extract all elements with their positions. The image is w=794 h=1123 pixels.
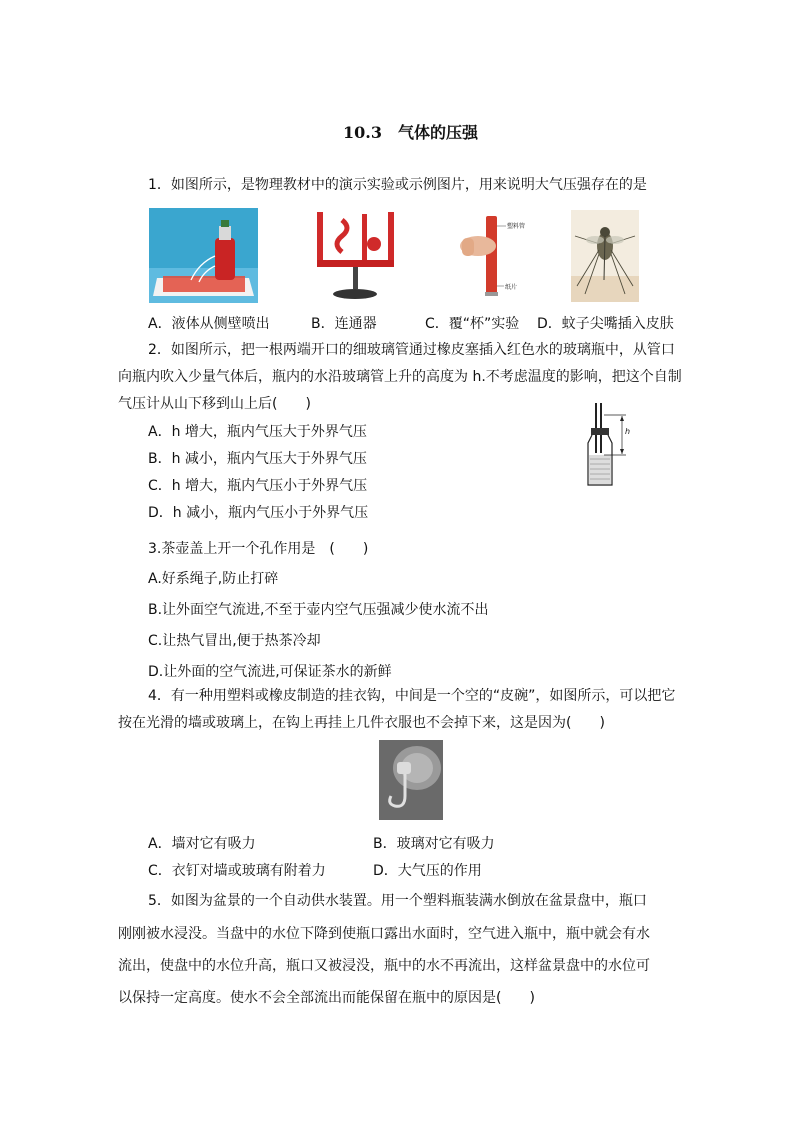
q4-option-d: D．大气压的作用 bbox=[373, 863, 482, 879]
q3-stem: 3.茶壶盖上开一个孔作用是 ( ) bbox=[148, 541, 369, 557]
q2-option-d: D．h 减小，瓶内气压小于外界气压 bbox=[148, 505, 369, 521]
q3-option-c: C.让热气冒出,便于热茶冷却 bbox=[148, 633, 321, 649]
mosquito-image bbox=[571, 210, 639, 302]
q1-option-a: A．液体从侧壁喷出 bbox=[148, 316, 270, 332]
q4-option-b: B．玻璃对它有吸力 bbox=[373, 836, 495, 852]
q5-line-2: 刚刚被水浸没。当盘中的水位下降到使瓶口露出水面时，空气进入瓶中，瓶中就会有水 bbox=[118, 926, 650, 942]
q2-option-a: A．h 增大，瓶内气压大于外界气压 bbox=[148, 424, 367, 440]
q2-line-1: 2．如图所示，把一根两端开口的细玻璃管通过橡皮塞插入红色水的玻璃瓶中，从管口 bbox=[148, 342, 675, 358]
q2-option-c: C．h 增大，瓶内气压小于外界气压 bbox=[148, 478, 368, 494]
q4-option-a: A．墙对它有吸力 bbox=[148, 836, 256, 852]
q5-line-3: 流出，使盘中的水位升高，瓶口又被浸没，瓶中的水不再流出，这样盆景盘中的水位可 bbox=[118, 958, 650, 974]
connected-vessels-image bbox=[312, 208, 400, 303]
q5-line-4: 以保持一定高度。使水不会全部流出而能保留在瓶中的原因是( ) bbox=[118, 990, 535, 1006]
q1-stem: 1．如图所示，是物理教材中的演示实验或示例图片，用来说明大气压强存在的是 bbox=[148, 177, 647, 193]
suction-hook-image bbox=[379, 740, 443, 820]
q2-line-2: 向瓶内吹入少量气体后，瓶内的水沿玻璃管上升的高度为 h.不考虑温度的影响，把这个自制 bbox=[118, 369, 682, 385]
cup-experiment-image bbox=[448, 212, 530, 300]
q5-line-1: 5．如图为盆景的一个自动供水装置。用一个塑料瓶装满水倒放在盆景盘中，瓶口 bbox=[148, 893, 647, 909]
q4-line-2: 按在光滑的墙或玻璃上，在钩上再挂上几件衣服也不会掉下来，这是因为( ) bbox=[118, 715, 605, 731]
q3-option-a: A.好系绳子,防止打碎 bbox=[148, 571, 279, 587]
paper-card-label: 纸片 bbox=[505, 284, 518, 291]
q4-line-1: 4．有一种用塑料或橡皮制造的挂衣钩，中间是一个空的“皮碗”，如图所示，可以把它 bbox=[148, 688, 676, 704]
q1-option-d: D．蚊子尖嘴插入皮肤 bbox=[537, 316, 674, 332]
q2-option-b: B．h 减小，瓶内气压大于外界气压 bbox=[148, 451, 367, 467]
plastic-tube-label: 塑料管 bbox=[507, 223, 526, 230]
bottle-spray-image bbox=[149, 208, 258, 303]
height-h-label: h bbox=[625, 427, 631, 436]
barometer-bottle-diagram bbox=[584, 403, 640, 489]
q1-option-c: C．覆“杯”实验 bbox=[425, 316, 520, 332]
page-title: 10.3 气体的压强 bbox=[343, 123, 478, 142]
q3-option-b: B.让外面空气流进,不至于壶内空气压强减少使水流不出 bbox=[148, 602, 489, 618]
q4-option-c: C．衣钉对墙或玻璃有附着力 bbox=[148, 863, 326, 879]
q2-line-3: 气压计从山下移到山上后( ) bbox=[118, 396, 311, 412]
q1-option-b: B．连通器 bbox=[311, 316, 377, 332]
q3-option-d: D.让外面的空气流进,可保证茶水的新鲜 bbox=[148, 664, 392, 680]
